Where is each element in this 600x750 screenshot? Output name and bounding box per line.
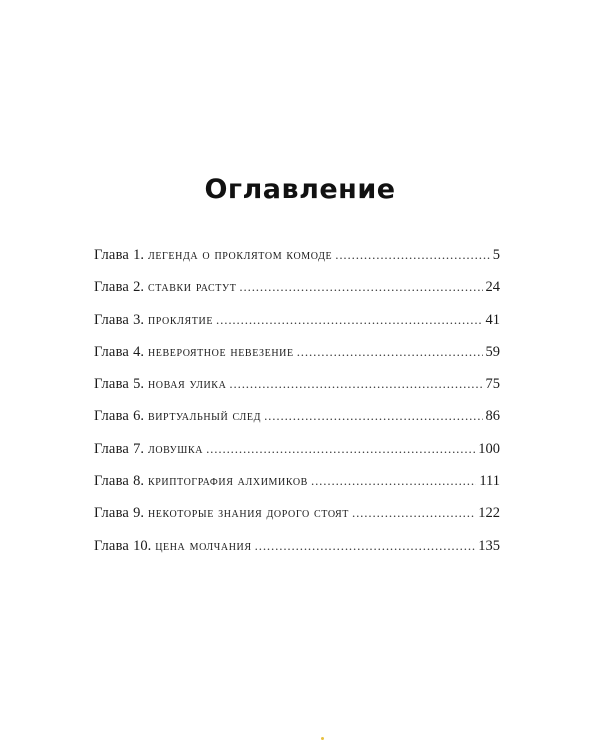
- chapter-title: проклятие: [147, 311, 214, 328]
- chapter-number: 5.: [133, 376, 144, 393]
- toc-entry[interactable]: [94, 538, 500, 570]
- toc-entry[interactable]: [94, 408, 500, 440]
- chapter-title: новая улика: [147, 376, 227, 393]
- chapter-number: 9.: [133, 505, 144, 522]
- chapter-title: невероятное невезение: [147, 343, 294, 360]
- toc-entry[interactable]: [94, 505, 500, 537]
- toc-list: [94, 247, 500, 570]
- chapter-label: Глава: [94, 505, 130, 522]
- chapter-title: цена молчания: [155, 537, 252, 554]
- chapter-title: криптография алхимиков: [147, 473, 308, 490]
- dot-leader: [264, 408, 482, 424]
- page-number: 59: [485, 343, 500, 360]
- dot-leader: [311, 473, 476, 489]
- dot-leader: [352, 505, 475, 521]
- toc-entry[interactable]: [94, 473, 500, 505]
- page-number: 24: [485, 279, 500, 296]
- chapter-number: 2.: [133, 279, 144, 296]
- chapter-label: Глава: [94, 473, 130, 490]
- chapter-title: ставки растут: [147, 279, 237, 296]
- chapter-title: некоторые знания дорого стоят: [147, 505, 349, 522]
- toc-entry[interactable]: [94, 312, 500, 344]
- chapter-title: ловушка: [147, 440, 204, 457]
- chapter-number: 6.: [133, 408, 144, 425]
- chapter-label: Глава: [94, 311, 130, 328]
- chapter-label: Глава: [94, 440, 130, 457]
- dot-leader: [297, 344, 483, 360]
- dot-leader: [229, 376, 482, 392]
- chapter-title: виртуальный след: [147, 408, 262, 425]
- chapter-number: 7.: [133, 440, 144, 457]
- page-number: 75: [485, 376, 500, 393]
- chapter-number: 8.: [133, 473, 144, 490]
- chapter-label: Глава: [94, 343, 130, 360]
- page-number: 86: [485, 408, 500, 425]
- chapter-label: Глава: [94, 408, 130, 425]
- chapter-number: 1.: [133, 247, 144, 263]
- chapter-number: 10.: [133, 537, 152, 554]
- dot-leader: [216, 312, 482, 328]
- chapter-number: 3.: [133, 311, 144, 328]
- toc-entry[interactable]: [94, 279, 500, 311]
- toc-entry[interactable]: [94, 376, 500, 408]
- chapter-label: Глава: [94, 247, 130, 263]
- chapter-number: 4.: [133, 343, 144, 360]
- paper-speck: [321, 737, 324, 740]
- page-number: 41: [485, 311, 500, 328]
- toc-heading: Оглавление: [204, 174, 396, 205]
- page-number: 100: [478, 440, 500, 457]
- page-number: 122: [478, 505, 500, 522]
- chapter-label: Глава: [94, 376, 130, 393]
- dot-leader: [206, 441, 475, 457]
- chapter-label: Глава: [94, 279, 130, 296]
- toc-entry[interactable]: [94, 344, 500, 376]
- dot-leader: [239, 279, 482, 295]
- page-number: 135: [478, 537, 500, 554]
- chapter-label: Глава: [94, 537, 130, 554]
- dot-leader: [255, 538, 476, 554]
- dot-leader: [335, 247, 490, 263]
- page-number: 5: [492, 247, 500, 263]
- toc-entry[interactable]: [94, 247, 500, 279]
- toc-entry[interactable]: [94, 441, 500, 473]
- page-number: 111: [479, 473, 500, 490]
- chapter-title: легенда о проклятом комоде: [147, 247, 333, 263]
